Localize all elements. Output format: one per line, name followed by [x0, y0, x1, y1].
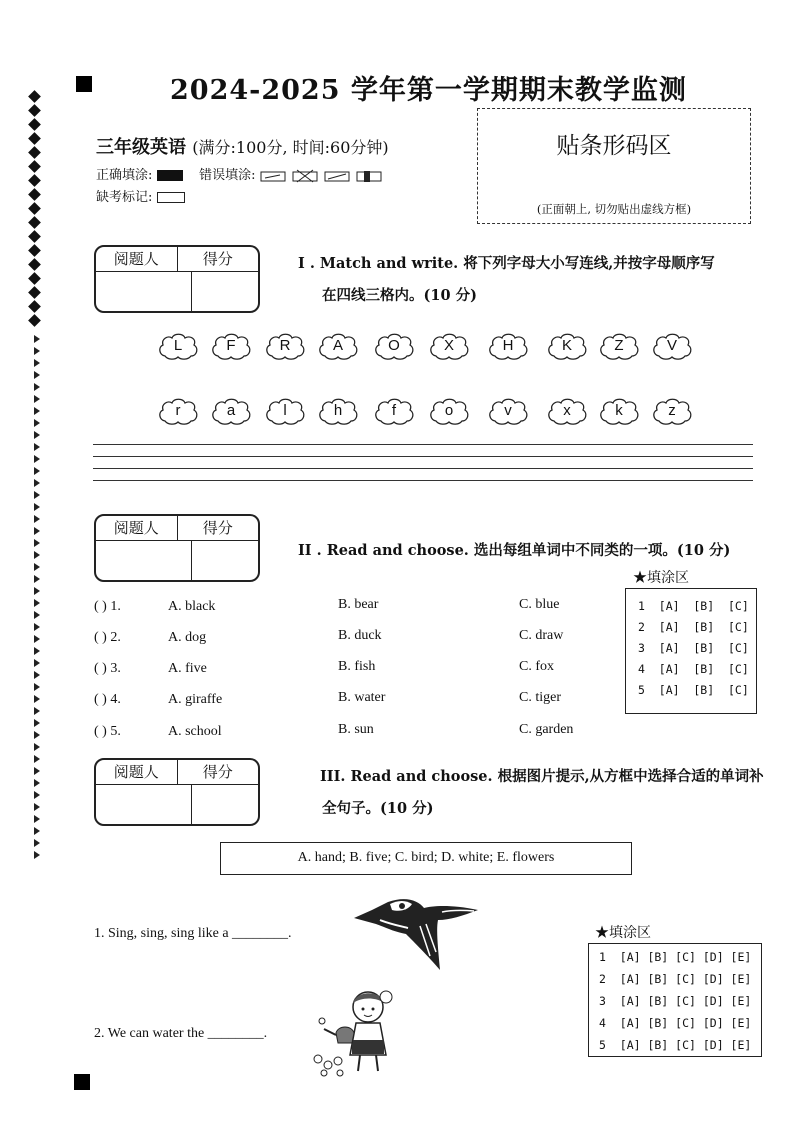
fill-row[interactable]: 4 [A] [B] [C] [638, 662, 749, 676]
question-number: ( ) 5. [94, 724, 121, 739]
edge-triangle [34, 539, 40, 547]
edge-triangle [34, 551, 40, 559]
grader-label: 阅题人 [113, 250, 159, 268]
letter-cloud-lower[interactable] [428, 395, 470, 427]
writing-line [93, 444, 753, 445]
fill-zone-2 [625, 588, 757, 714]
letter-cloud-upper[interactable] [373, 330, 415, 362]
edge-diamond [28, 244, 41, 257]
edge-triangle [34, 827, 40, 835]
fill-example-line [96, 164, 384, 183]
edge-triangle [34, 671, 40, 679]
letter: k [615, 402, 623, 419]
fill-row[interactable]: 5 [A] [B] [C] [D] [E] [599, 1038, 752, 1052]
letter-cloud-lower[interactable] [317, 395, 359, 427]
letter: O [388, 337, 400, 354]
edge-triangle [34, 371, 40, 379]
girl-watering-flowers-illustration [310, 985, 410, 1080]
fill-zone-label-3: ★填涂区 [595, 925, 651, 941]
letter: V [666, 337, 677, 354]
fill-zone-3 [588, 943, 762, 1057]
letter-cloud-lower[interactable] [651, 395, 693, 427]
grader-label: 阅题人 [113, 519, 159, 537]
edge-triangle [34, 395, 40, 403]
question-number: ( ) 4. [94, 692, 121, 707]
edge-triangle [34, 635, 40, 643]
fill-row[interactable]: 5 [A] [B] [C] [638, 683, 749, 697]
option-b: B. duck [338, 628, 382, 643]
letter-cloud-upper[interactable] [546, 330, 588, 362]
barcode-area [477, 108, 751, 224]
option-c: C. draw [519, 628, 564, 643]
edge-triangle [34, 479, 40, 487]
section-3-title-line2: 全句子。(10 分) [322, 800, 434, 817]
fill-row[interactable]: 3 [A] [B] [C] [D] [E] [599, 994, 752, 1008]
edge-diamond [28, 174, 41, 187]
corner-mark-bottom [74, 1074, 90, 1090]
edge-triangle [34, 443, 40, 451]
letter-cloud-upper[interactable] [598, 330, 640, 362]
letter: h [333, 402, 343, 419]
edge-diamond [28, 286, 41, 299]
writing-line [93, 480, 753, 481]
edge-triangle [34, 851, 40, 859]
letter-cloud-upper[interactable] [487, 330, 529, 362]
exam-title: 2024-2025 学年第一学期期末教学监测 [170, 75, 687, 106]
fill-row[interactable]: 1 [A] [B] [C] [D] [E] [599, 950, 752, 964]
edge-diamond [28, 90, 41, 103]
option-a: A. school [168, 724, 222, 739]
option-c: C. tiger [519, 690, 561, 705]
option-b: B. bear [338, 597, 379, 612]
edge-diamond [28, 146, 41, 159]
barcode-note: (正面朝上, 切勿贴出虚线方框) [536, 202, 692, 216]
edge-triangle [34, 611, 40, 619]
edge-triangle [34, 803, 40, 811]
section-2-title: II . Read and choose. 选出每组单词中不同类的一项。(10 分) [298, 542, 731, 559]
edge-triangle [34, 575, 40, 583]
letter-cloud-upper[interactable] [651, 330, 693, 362]
score-label: 得分 [177, 516, 259, 540]
letter-cloud-upper[interactable] [157, 330, 199, 362]
letter: l [283, 402, 287, 419]
correct-fill-sample [157, 170, 183, 181]
grader-label: 阅题人 [113, 763, 159, 781]
edge-triangle [34, 683, 40, 691]
edge-diamond [28, 118, 41, 131]
letter: z [668, 402, 676, 419]
edge-diamond [28, 230, 41, 243]
fill-row[interactable]: 4 [A] [B] [C] [D] [E] [599, 1016, 752, 1030]
section-3-title: III. Read and choose. 根据图片提示,从方框中选择合适的单词补 [320, 768, 764, 785]
question-number: ( ) 1. [94, 599, 121, 614]
edge-triangle [34, 419, 40, 427]
edge-triangle [34, 731, 40, 739]
edge-diamond [28, 314, 41, 327]
score-label: 得分 [177, 247, 259, 271]
letter: x [563, 402, 571, 419]
absent-box[interactable] [157, 192, 185, 203]
edge-triangle [34, 839, 40, 847]
letter: R [279, 337, 291, 354]
edge-triangle [34, 779, 40, 787]
edge-triangle [34, 791, 40, 799]
edge-triangle [34, 563, 40, 571]
edge-triangle [34, 347, 40, 355]
correct-fill-label: 正确填涂: [96, 168, 153, 183]
letter: o [444, 402, 454, 419]
edge-triangle [34, 815, 40, 823]
edge-triangle [34, 383, 40, 391]
letter-cloud-lower[interactable] [546, 395, 588, 427]
letter-cloud-lower[interactable] [157, 395, 199, 427]
fill-zone-label-2: ★填涂区 [633, 570, 689, 586]
letter: F [226, 337, 236, 354]
edge-diamond [28, 132, 41, 145]
absent-line [96, 186, 185, 205]
letter-cloud-upper[interactable] [264, 330, 306, 362]
edge-triangle [34, 455, 40, 463]
edge-diamond [28, 160, 41, 173]
letter-cloud-lower[interactable] [487, 395, 529, 427]
option-a: A. black [168, 599, 216, 614]
edge-triangle [34, 659, 40, 667]
edge-triangle [34, 527, 40, 535]
option-c: C. garden [519, 722, 574, 737]
edge-triangle [34, 695, 40, 703]
edge-triangle [34, 431, 40, 439]
edge-diamond [28, 104, 41, 117]
score-label: 得分 [177, 760, 259, 784]
fill-row[interactable]: 2 [A] [B] [C] [638, 620, 749, 634]
barcode-title: 贴条形码区 [556, 133, 672, 159]
score-box-3 [94, 758, 260, 826]
letter-cloud-lower[interactable] [598, 395, 640, 427]
score-time: (满分:100分, 时间:60分钟) [192, 138, 389, 157]
letter-cloud-lower[interactable] [210, 395, 252, 427]
option-b: B. water [338, 690, 386, 705]
edge-triangle [34, 647, 40, 655]
question-number: ( ) 2. [94, 630, 121, 645]
option-c: C. blue [519, 597, 560, 612]
word-bank: A. hand; B. five; C. bird; D. white; E. flowers [220, 842, 632, 875]
subject-name: 三年级英语 [96, 137, 186, 158]
score-box-1 [94, 245, 260, 313]
option-b: B. fish [338, 659, 376, 674]
letter-cloud-upper[interactable] [317, 330, 359, 362]
edge-diamond [28, 258, 41, 271]
letter-cloud-upper[interactable] [428, 330, 470, 362]
score-box-2 [94, 514, 260, 582]
writing-line [93, 468, 753, 469]
wrong-fill-label: 错误填涂: [199, 168, 256, 183]
absent-label: 缺考标记: [96, 190, 153, 205]
letter: H [502, 337, 514, 354]
letter-cloud-lower[interactable] [373, 395, 415, 427]
question-2: 2. We can water the ________. [94, 1026, 268, 1041]
edge-diamond [28, 188, 41, 201]
writing-line [93, 456, 753, 457]
option-b: B. sun [338, 722, 374, 737]
edge-triangle [34, 587, 40, 595]
edge-triangle [34, 719, 40, 727]
letter: a [226, 402, 236, 419]
option-a: A. dog [168, 630, 207, 645]
edge-triangle [34, 359, 40, 367]
edge-triangle [34, 407, 40, 415]
letter: Z [614, 337, 624, 354]
edge-diamond [28, 272, 41, 285]
option-c: C. fox [519, 659, 554, 674]
section-1-title: I . Match and write. 将下列字母大小写连线,并按字母顺序写 [298, 255, 715, 272]
letter: X [443, 337, 454, 354]
edge-triangle [34, 335, 40, 343]
corner-mark-top [76, 76, 92, 92]
fill-row[interactable]: 2 [A] [B] [C] [D] [E] [599, 972, 752, 986]
letter: A [332, 337, 343, 354]
fill-row[interactable]: 3 [A] [B] [C] [638, 641, 749, 655]
edge-triangle [34, 467, 40, 475]
edge-diamond [28, 300, 41, 313]
wrong-fill-samples [260, 169, 384, 183]
edge-triangle [34, 503, 40, 511]
letter-cloud-lower[interactable] [264, 395, 306, 427]
option-a: A. five [168, 661, 207, 676]
edge-triangle [34, 515, 40, 523]
edge-triangle [34, 743, 40, 751]
edge-diamond [28, 202, 41, 215]
section-1-title-line2: 在四线三格内。(10 分) [322, 287, 477, 304]
edge-diamond [28, 216, 41, 229]
letter: v [504, 402, 512, 419]
letter: f [391, 402, 397, 419]
subject-line [96, 133, 389, 159]
edge-triangle [34, 767, 40, 775]
option-a: A. giraffe [168, 692, 223, 707]
fill-row[interactable]: 1 [A] [B] [C] [638, 599, 749, 613]
edge-triangle [34, 491, 40, 499]
bird-illustration [350, 890, 485, 975]
question-number: ( ) 3. [94, 661, 121, 676]
edge-triangle [34, 707, 40, 715]
letter: K [561, 337, 572, 354]
edge-triangle [34, 599, 40, 607]
letter: r [175, 402, 181, 419]
question-1: 1. Sing, sing, sing like a ________. [94, 926, 292, 941]
letter: L [173, 337, 183, 354]
letter-cloud-upper[interactable] [210, 330, 252, 362]
edge-triangle [34, 623, 40, 631]
edge-triangle [34, 755, 40, 763]
